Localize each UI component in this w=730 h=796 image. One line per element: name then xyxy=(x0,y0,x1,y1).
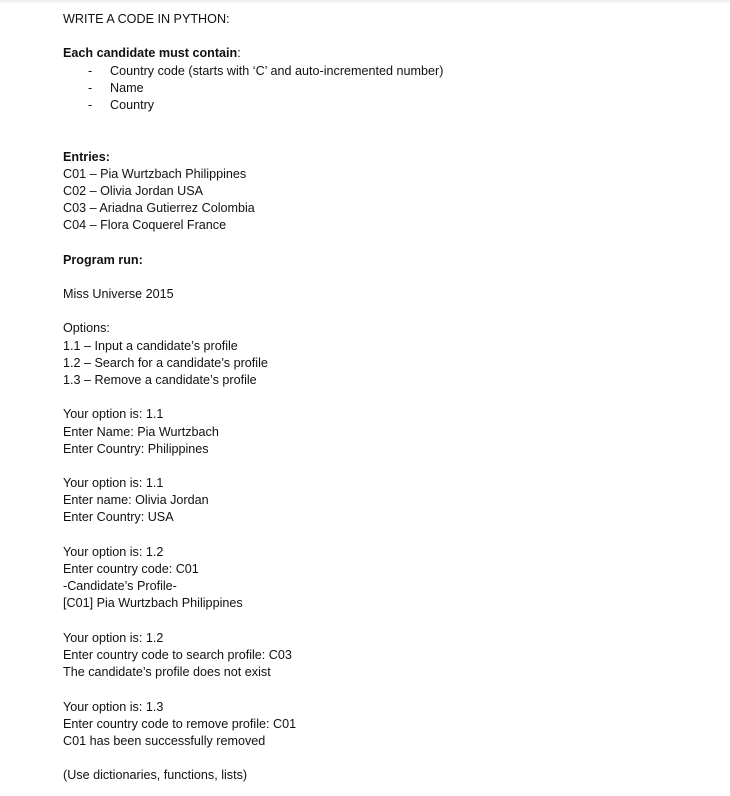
spacer xyxy=(63,527,703,544)
run-line: Enter Country: Philippines xyxy=(63,441,209,456)
run-line: Enter country code to search profile: C03 xyxy=(63,647,292,662)
option-line: 1.1 – Input a candidate’s profile xyxy=(63,338,238,353)
list-item xyxy=(63,97,703,114)
options-title: Options: xyxy=(63,321,110,336)
candidate-section-title-colon: : xyxy=(237,46,241,61)
spacer xyxy=(63,131,703,148)
option-line: 1.2 – Search for a candidate’s profile xyxy=(63,355,268,370)
spacer xyxy=(63,234,703,251)
spacer xyxy=(63,750,703,767)
run-line: -Candidate’s Profile- xyxy=(63,579,177,594)
run-line: C01 has been successfully removed xyxy=(63,733,266,748)
run-line: Enter Name: Pia Wurtzbach xyxy=(63,424,219,439)
run-line: Your option is: 1.2 xyxy=(63,544,164,559)
candidate-section-title-text: Each candidate must contain xyxy=(63,46,238,61)
list-item-text: Country code (starts with ‘C’ and auto-incremented number) xyxy=(110,63,444,78)
run-line: Your option is: 1.1 xyxy=(63,476,164,491)
run-line: Your option is: 1.2 xyxy=(63,630,164,645)
entry-line: C03 – Ariadna Gutierrez Colombia xyxy=(63,201,255,216)
list-item xyxy=(63,63,703,80)
spacer xyxy=(63,269,703,286)
bullet-dash: - xyxy=(88,63,93,78)
run-line: The candidate’s profile does not exist xyxy=(63,665,271,680)
spacer xyxy=(63,28,703,45)
bullet-dash: - xyxy=(88,97,93,112)
run-line: Enter Country: USA xyxy=(63,510,174,525)
spacer xyxy=(63,389,703,406)
list-item-text: Country xyxy=(110,97,155,112)
entry-line: C04 – Flora Coquerel France xyxy=(63,218,227,233)
candidate-section-title xyxy=(63,45,703,62)
spacer xyxy=(63,681,703,698)
candidate-fields-list xyxy=(63,63,703,115)
spacer xyxy=(63,303,703,320)
spacer xyxy=(63,114,703,131)
run-line: Enter country code to remove profile: C01 xyxy=(63,716,297,731)
list-item-text: Name xyxy=(110,80,144,95)
heading: WRITE A CODE IN PYTHON: xyxy=(63,12,230,26)
run-line: Enter name: Olivia Jordan xyxy=(63,493,209,508)
entries-title: Entries: xyxy=(63,149,110,164)
run-line: Enter country code: C01 xyxy=(63,562,199,576)
run-line: Your option is: 1.1 xyxy=(63,407,164,422)
spacer xyxy=(63,458,703,475)
spacer xyxy=(63,613,703,630)
entry-line: C01 – Pia Wurtzbach Philippines xyxy=(63,166,247,181)
bullet-dash: - xyxy=(88,80,93,95)
run-line: [C01] Pia Wurtzbach Philippines xyxy=(63,596,243,611)
entry-line: C02 – Olivia Jordan USA xyxy=(63,183,203,198)
run-line: Your option is: 1.3 xyxy=(63,699,164,714)
program-run-title: Program run: xyxy=(63,252,143,267)
list-item xyxy=(63,80,703,97)
page-top-edge xyxy=(0,0,730,4)
program-title: Miss Universe 2015 xyxy=(63,287,174,301)
option-line: 1.3 – Remove a candidate’s profile xyxy=(63,372,257,387)
footer-note: (Use dictionaries, functions, lists) xyxy=(63,768,248,783)
document-body xyxy=(63,11,703,784)
